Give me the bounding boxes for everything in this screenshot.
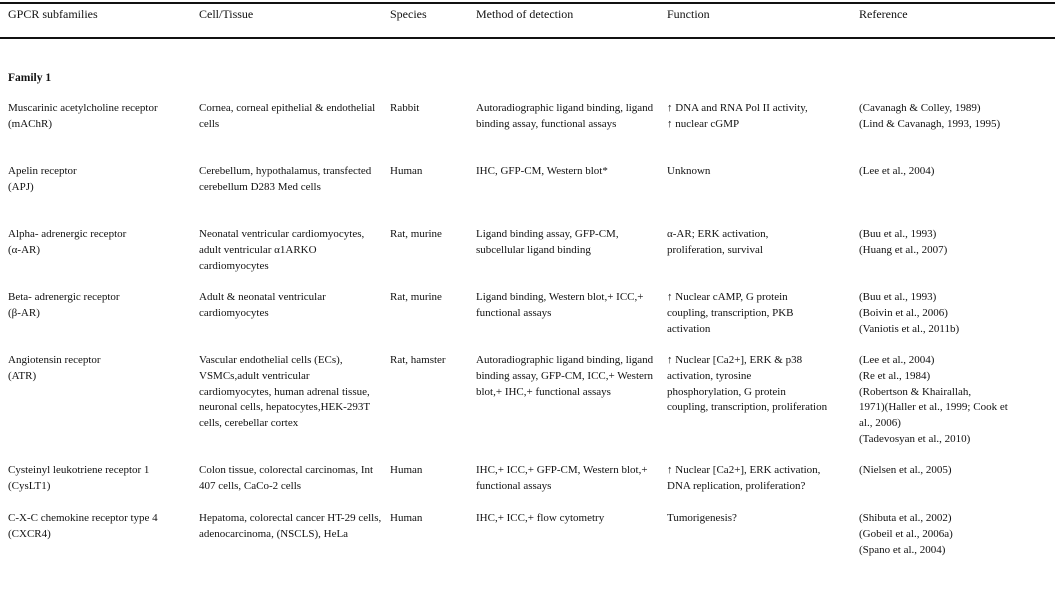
reference-line: (Lee et al., 2004) — [859, 354, 935, 366]
subfamily-name: Beta- adrenergic receptor — [8, 291, 120, 303]
subfamily-abbrev: (ATR) — [8, 369, 37, 382]
reference-line: (Robertson & Khairallah, — [859, 385, 972, 398]
header-bottom-rule — [0, 37, 1055, 39]
subfamily-abbrev: (CXCR4) — [8, 527, 51, 540]
cell-reference — [859, 101, 1051, 133]
cell-reference — [859, 511, 1051, 558]
cell-tissue: Cerebellum, hypothalamus, transfected cerebellum D283 Med cells — [199, 165, 372, 193]
cell-function — [667, 227, 853, 259]
reference-line: (Cavanagh & Colley, 1989) — [859, 102, 981, 114]
header-species: Species — [390, 7, 427, 21]
header-method-of-detection: Method of detection — [476, 7, 574, 21]
cell-reference — [859, 164, 1051, 180]
cell-species: Human — [390, 464, 423, 476]
function-line: coupling, transcription, proliferation — [667, 401, 828, 414]
cell-function — [667, 101, 853, 133]
function-line: Unknown — [667, 165, 711, 177]
reference-line: 1971)(Haller et al., 1999; Cook et — [859, 401, 1008, 414]
cell-function — [667, 463, 853, 495]
reference-line: (Re et al., 1984) — [859, 369, 931, 382]
cell-species: Rat, murine — [390, 291, 442, 303]
function-line: coupling, transcription, PKB — [667, 306, 794, 319]
cell-species: Human — [390, 512, 423, 524]
function-line: ↑ nuclear cGMP — [667, 117, 740, 130]
reference-line: (Tadevosyan et al., 2010) — [859, 432, 971, 445]
cell-species: Rabbit — [390, 102, 420, 114]
reference-line: (Nielsen et al., 2005) — [859, 464, 952, 476]
reference-line: (Spano et al., 2004) — [859, 543, 946, 556]
subfamily-name: Angiotensin receptor — [8, 354, 101, 366]
cell-tissue: Cornea, corneal epithelial & endothelial cells — [199, 102, 376, 130]
subfamily-name: C-X-C chemokine receptor type 4 — [8, 512, 158, 524]
cell-reference — [859, 227, 1051, 259]
cell-tissue: Neonatal ventricular cardiomyocytes, adult ventricular α1ARKO cardiomyocytes — [199, 228, 365, 272]
cell-tissue: Colon tissue, colorectal carcinomas, Int 407 cells, CaCo-2 cells — [199, 464, 374, 492]
reference-line: (Shibuta et al., 2002) — [859, 512, 952, 524]
table-row-subfamily — [8, 164, 193, 196]
cell-method: Autoradiographic ligand binding, ligand binding assay, functional assays — [476, 102, 654, 130]
function-line: α-AR; ERK activation, — [667, 228, 769, 240]
subfamily-abbrev: (CysLT1) — [8, 479, 51, 492]
cell-reference — [859, 290, 1051, 337]
subfamily-name: Cysteinyl leukotriene receptor 1 — [8, 464, 150, 476]
function-line: ↑ Nuclear [Ca2+], ERK & p38 — [667, 354, 803, 366]
reference-line: (Gobeil et al., 2006a) — [859, 527, 953, 540]
cell-function — [667, 511, 853, 527]
cell-species: Human — [390, 165, 423, 177]
function-line: proliferation, survival — [667, 243, 763, 256]
function-line: ↑ DNA and RNA Pol II activity, — [667, 102, 808, 114]
reference-line: (Huang et al., 2007) — [859, 243, 948, 256]
table-row-subfamily — [8, 463, 193, 495]
subfamily-abbrev: (β-AR) — [8, 306, 40, 319]
reference-line: (Buu et al., 1993) — [859, 291, 937, 303]
table-row-subfamily — [8, 227, 193, 259]
header-function: Function — [667, 7, 710, 21]
cell-reference — [859, 463, 1051, 479]
family-label: Family 1 — [8, 72, 52, 84]
subfamily-name: Apelin receptor — [8, 165, 77, 177]
function-line: ↑ Nuclear cAMP, G protein — [667, 291, 788, 303]
subfamily-name: Muscarinic acetylcholine receptor — [8, 102, 158, 114]
reference-line: (Vaniotis et al., 2011b) — [859, 322, 960, 335]
function-line: Tumorigenesis? — [667, 512, 737, 524]
cell-species: Rat, murine — [390, 228, 442, 240]
reference-line: (Lind & Cavanagh, 1993, 1995) — [859, 117, 1001, 130]
subfamily-name: Alpha- adrenergic receptor — [8, 228, 127, 240]
reference-line: (Boivin et al., 2006) — [859, 306, 948, 319]
function-line: phosphorylation, G protein — [667, 385, 786, 398]
function-line: ↑ Nuclear [Ca2+], ERK activation, — [667, 464, 821, 476]
cell-method: Ligand binding assay, GFP-CM, subcellular ligand binding — [476, 228, 619, 256]
function-line: activation, tyrosine — [667, 369, 752, 382]
table-row-subfamily — [8, 511, 193, 543]
cell-species: Rat, hamster — [390, 354, 446, 366]
cell-method: IHC,+ ICC,+ flow cytometry — [476, 512, 605, 524]
reference-line: (Lee et al., 2004) — [859, 165, 935, 177]
cell-method: Ligand binding, Western blot,+ ICC,+ functional assays — [476, 291, 644, 319]
header-cell-tissue: Cell/Tissue — [199, 7, 254, 21]
table-top-rule — [0, 2, 1055, 4]
function-line: DNA replication, proliferation? — [667, 479, 806, 492]
reference-line: al., 2006) — [859, 417, 901, 430]
cell-tissue: Hepatoma, colorectal cancer HT-29 cells, adenocarcinoma, (NSCLS), HeLa — [199, 512, 382, 540]
cell-method: IHC,+ ICC,+ GFP-CM, Western blot,+ functional assays — [476, 464, 648, 492]
cell-tissue: Vascular endothelial cells (ECs), VSMCs,adult ventricular cardiomyocytes, human adrenal tissue, neuronal cells, hepatocytes,HEK-293T cells, cerebellar cortex — [199, 354, 370, 430]
table-row-subfamily — [8, 290, 193, 322]
table-row-subfamily — [8, 101, 193, 133]
reference-line: (Buu et al., 1993) — [859, 228, 937, 240]
cell-method: IHC, GFP-CM, Western blot* — [476, 165, 608, 177]
cell-function — [667, 164, 853, 180]
header-gpcr-subfamilies: GPCR subfamilies — [8, 7, 98, 21]
subfamily-abbrev: (mAChR) — [8, 117, 52, 130]
subfamily-abbrev: (APJ) — [8, 180, 34, 193]
cell-function — [667, 290, 853, 337]
table-row-subfamily — [8, 353, 193, 385]
header-reference: Reference — [859, 7, 908, 21]
cell-method: Autoradiographic ligand binding, ligand binding assay, GFP-CM, ICC,+ Western blot,+ IHC,+ functional assays — [476, 354, 654, 398]
subfamily-abbrev: (α-AR) — [8, 243, 41, 256]
cell-tissue: Adult & neonatal ventricular cardiomyocytes — [199, 291, 326, 319]
cell-reference — [859, 353, 1051, 448]
function-line: activation — [667, 322, 711, 335]
cell-function — [667, 353, 853, 416]
